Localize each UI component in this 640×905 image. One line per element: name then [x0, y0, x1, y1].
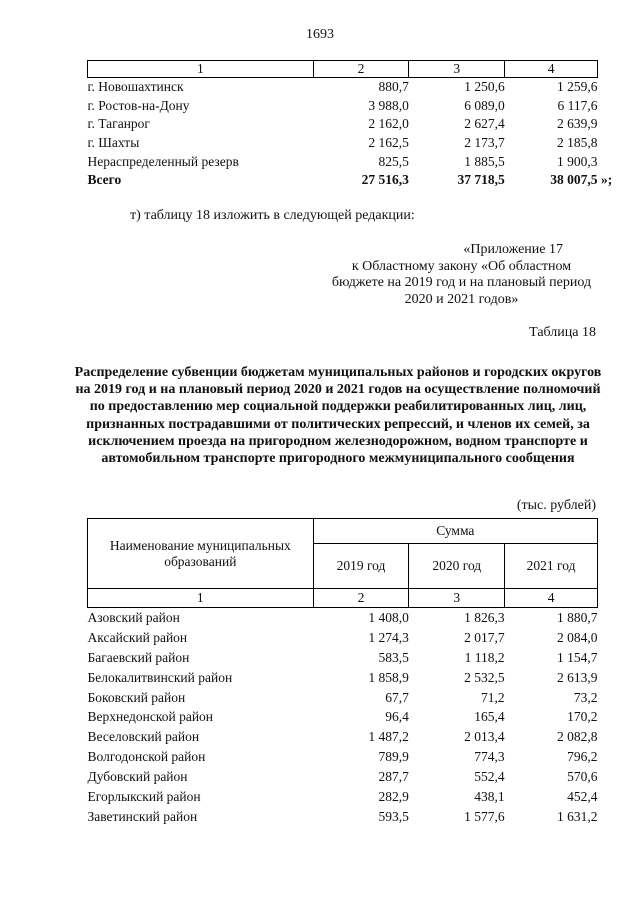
value-2019: 2 162,5 [368, 135, 409, 151]
value-2020: 774,3 [474, 749, 505, 765]
value-2020: 1 885,5 [464, 153, 505, 169]
value-2019: 96,4 [385, 709, 409, 725]
header-municipality: Наименование муниципальных образований [88, 519, 314, 589]
value-2020: 1 118,2 [464, 649, 505, 665]
total-2020: 37 718,5 [457, 172, 505, 188]
column-number-4: 4 [505, 61, 598, 78]
table-row [88, 152, 598, 171]
appendix-reference [330, 242, 593, 308]
column-number-3: 3 [409, 61, 505, 78]
value-2020: 1 826,3 [464, 609, 505, 625]
table-title: Распределение субвенции бюджетам муниципальных районов и городских округов на 2019 год и на плановый период 2020 и 2021 годов на осуществление полномочий по предоставлению мер социальной поддержки реабилитированных лиц, лиц, признанных пострадавшими от политических репрессий, и членов их семей, за исключением проезда на пригородном железнодорожном, водном транспорте и автомобильном транспорте пригородного межмуниципального сообщения [74, 365, 602, 467]
page-number: 1693 [306, 27, 334, 42]
units-label: (тыс. рублей) [516, 498, 596, 513]
municipality-name: Азовский район [87, 609, 180, 625]
value-2019: 880,7 [378, 79, 409, 95]
value-2021: 1 259,6 [557, 79, 598, 95]
value-2020: 1 577,6 [464, 808, 505, 824]
column-number-1: 1 [88, 61, 314, 78]
value-2021: 570,6 [567, 769, 598, 785]
table-row [88, 668, 598, 688]
header-year-2020: 2020 год [409, 544, 505, 589]
table-row [88, 787, 598, 807]
table-row [88, 707, 598, 727]
total-2019: 27 516,3 [361, 172, 409, 188]
value-2021: 1 880,7 [557, 609, 598, 625]
municipality-name: г. Ростов-на-Дону [87, 97, 190, 113]
municipality-name: Волгодонской район [87, 749, 206, 765]
municipality-name: Нераспределенный резерв [87, 153, 239, 169]
table-label: Таблица 18 [529, 325, 596, 340]
value-2019: 3 988,0 [368, 97, 409, 113]
value-2021: 1 631,2 [557, 808, 598, 824]
value-2019: 825,5 [378, 153, 409, 169]
table-row [88, 134, 598, 153]
value-2019: 1 274,3 [368, 629, 409, 645]
value-2021: 2 082,8 [557, 729, 598, 745]
value-2019: 583,5 [378, 649, 409, 665]
appendix-law-reference: к Областному закону «Об областном бюджете на 2019 год и на плановый период 2020 и 2021 годов» [331, 258, 592, 307]
municipality-name: Верхнедонской район [87, 709, 214, 725]
value-2021: 1 900,3 [557, 153, 598, 169]
value-2021: 2 613,9 [557, 669, 598, 685]
total-row [88, 171, 598, 190]
value-2021: 170,2 [567, 709, 598, 725]
table-row [88, 767, 598, 787]
municipality-name: Дубовский район [87, 769, 188, 785]
municipality-name: г. Таганрог [87, 116, 150, 132]
total-2021: 38 007,5 [550, 172, 598, 188]
table-row [88, 688, 598, 708]
header-year-2019: 2019 год [313, 544, 409, 589]
value-2021: 796,2 [567, 749, 598, 765]
value-2019: 67,7 [385, 689, 409, 705]
header-year-2021: 2021 год [505, 544, 598, 589]
municipality-name: г. Новошахтинск [87, 79, 184, 95]
column-number-2: 2 [313, 61, 409, 78]
value-2021: 452,4 [567, 788, 598, 804]
table-row [88, 97, 598, 116]
column-number-1: 1 [88, 589, 314, 608]
amendment-instruction: т) таблицу 18 изложить в следующей редакции: [130, 208, 415, 223]
value-2020: 1 250,6 [464, 79, 505, 95]
municipality-name: Егорлыкский район [87, 788, 201, 804]
municipality-name: Белокалитвинский район [87, 669, 233, 685]
value-2020: 2 532,5 [464, 669, 505, 685]
table-row [88, 747, 598, 767]
table-row [88, 727, 598, 747]
value-2020: 2 627,4 [464, 116, 505, 132]
value-2021: 2 084,0 [557, 629, 598, 645]
municipality-name: Заветинский район [87, 808, 198, 824]
value-2021: 2 185,8 [557, 135, 598, 151]
value-2021: 2 639,9 [557, 116, 598, 132]
table-header-row [88, 519, 598, 544]
column-number-2: 2 [313, 589, 409, 608]
table-row [88, 628, 598, 648]
appendix-title: «Приложение 17 [463, 242, 563, 257]
column-number-3: 3 [409, 589, 505, 608]
value-2021: 73,2 [573, 689, 598, 705]
municipality-name: Аксайский район [87, 629, 188, 645]
value-2019: 593,5 [378, 808, 409, 824]
table-row [88, 807, 598, 827]
total-label: Всего [87, 172, 122, 188]
value-2020: 71,2 [481, 689, 505, 705]
continuation-table [87, 60, 598, 190]
value-2021: 6 117,6 [557, 97, 598, 113]
municipality-name: Багаевский район [87, 649, 190, 665]
table-row [88, 648, 598, 668]
value-2020: 438,1 [474, 788, 505, 804]
value-2019: 1 408,0 [368, 609, 409, 625]
value-2019: 2 162,0 [368, 116, 409, 132]
subvention-table [87, 518, 598, 827]
value-2021: 1 154,7 [557, 649, 598, 665]
municipality-name: Боковский район [87, 689, 186, 705]
value-2019: 282,9 [378, 788, 409, 804]
value-2020: 2 017,7 [464, 629, 505, 645]
table-row [88, 78, 598, 97]
value-2020: 6 089,0 [464, 97, 505, 113]
table-row [88, 115, 598, 134]
column-number-4: 4 [505, 589, 598, 608]
value-2019: 789,9 [378, 749, 409, 765]
value-2020: 165,4 [474, 709, 505, 725]
value-2020: 2 013,4 [464, 729, 505, 745]
closing-quote: »; [601, 172, 613, 187]
value-2019: 1 487,2 [368, 729, 409, 745]
header-sum: Сумма [313, 519, 597, 544]
table-column-numbers-row [88, 589, 598, 608]
municipality-name: г. Шахты [87, 135, 140, 151]
table-header-row [88, 61, 598, 78]
value-2019: 287,7 [378, 769, 409, 785]
municipality-name: Веселовский район [87, 729, 200, 745]
value-2020: 552,4 [474, 769, 505, 785]
value-2020: 2 173,7 [464, 135, 505, 151]
table-row [88, 608, 598, 628]
value-2019: 1 858,9 [368, 669, 409, 685]
